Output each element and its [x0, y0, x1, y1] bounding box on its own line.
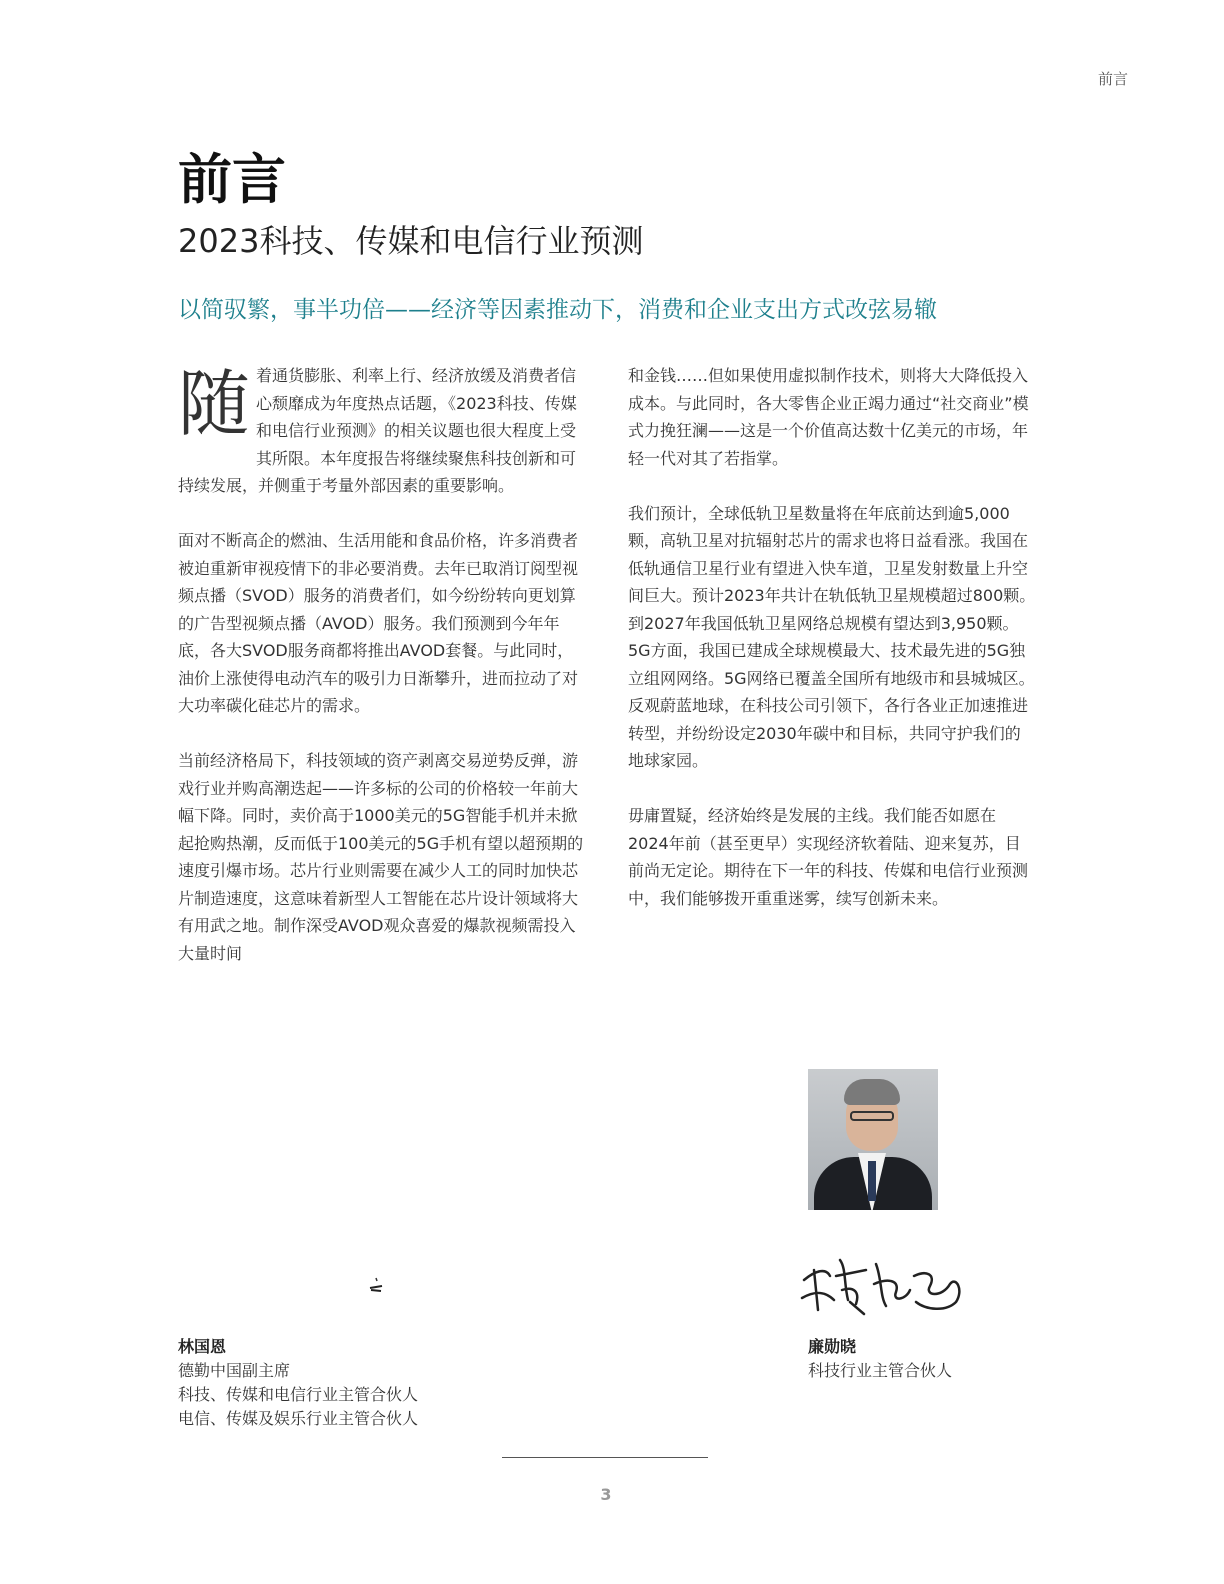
signatory-right-role-1: 科技行业主管合伙人	[808, 1361, 953, 1380]
signatory-left-role-1: 德勤中国副主席	[178, 1361, 291, 1380]
footer-divider	[502, 1457, 708, 1458]
drop-cap: 随	[178, 362, 251, 446]
signatory-left	[178, 1335, 418, 1431]
page-title: 前言	[178, 148, 286, 211]
paragraph-4: 和金钱……但如果使用虚拟制作技术，则将大大降低投入成本。与此同时，各大零售企业正竭力通过“社交商业”模式力挽狂澜——这是一个价值高达数十亿美元的市场，年轻一代对其了若指掌。	[628, 366, 1029, 468]
paragraph-2: 面对不断高企的燃油、生活用能和食品价格，许多消费者被迫重新审视疫情下的非必要消费。去年已取消订阅型视频点播（SVOD）服务的消费者们，如今纷纷转向更划算的广告型视频点播（AVOD）服务。我们预测到今年年底，各大SVOD服务商都将推出AVOD套餐。与此同时，油价上涨使得电动汽车的吸引力日渐攀升，进而拉动了对大功率碳化硅芯片的需求。	[178, 531, 579, 715]
signature-right	[796, 1240, 968, 1320]
paragraph-3: 当前经济格局下，科技领域的资产剥离交易逆势反弹，游戏行业并购高潮迭起——许多标的公司的价格较一年前大幅下降。同时，卖价高于1000美元的5G智能手机并未掀起抢购热潮，反而低于100美元的5G手机有望以超预期的速度引爆市场。芯片行业则需要在减少人工的同时加快芯片制造速度，这意味着新型人工智能在芯片设计领域将大有用武之地。制作深受AVOD观众喜爱的爆款视频需投入大量时间	[178, 751, 584, 963]
signatory-left-role-3: 电信、传媒及娱乐行业主管合伙人	[178, 1409, 419, 1428]
paragraph-6: 毋庸置疑，经济始终是发展的主线。我们能否如愿在2024年前（甚至更早）实现经济软着陆、迎来复苏，目前尚无定论。期待在下一年的科技、传媒和电信行业预测中，我们能够拨开重重迷雾，续写创新未来。	[628, 806, 1029, 908]
portrait-photo	[808, 1069, 938, 1210]
section-tagline: 以简驭繁，事半功倍——经济等因素推动下，消费和企业支出方式改弦易辙	[178, 297, 937, 323]
signatory-left-name: 林国恩	[178, 1337, 227, 1356]
signatory-right	[808, 1335, 952, 1383]
body-column-left	[178, 362, 586, 995]
page-subtitle: 2023科技、传媒和电信行业预测	[178, 222, 644, 260]
signatory-right-name: 廉勋晓	[808, 1337, 857, 1356]
signature-left	[368, 1276, 384, 1296]
paragraph-1	[178, 362, 586, 500]
paragraph-1-text: 着通货膨胀、利率上行、经济放缓及消费者信心颓靡成为年度热点话题，《2023科技、传媒和电信行业预测》的相关议题也很大程度上受其所限。本年度报告将继续聚焦科技创新和可持续发展，并侧重于考量外部因素的重要影响。	[178, 366, 577, 495]
page-number: 3	[600, 1485, 612, 1504]
paragraph-5: 我们预计，全球低轨卫星数量将在年底前达到逾5,000颗，高轨卫星对抗辐射芯片的需求也将日益看涨。我国在低轨通信卫星行业有望进入快车道，卫星发射数量上升空间巨大。预计2023年共计在轨低轨卫星规模超过800颗。到2027年我国低轨卫星网络总规模有望达到3,950颗。5G方面，我国已建成全球规模最大、技术最先进的5G独立组网网络。5G网络已覆盖全国所有地级市和县城城区。反观蔚蓝地球，在科技公司引领下，各行各业正加速推进转型，并纷纷设定2030年碳中和目标，共同守护我们的地球家园。	[628, 503, 1036, 770]
photo-hair	[844, 1079, 900, 1105]
signatory-left-role-2: 科技、传媒和电信行业主管合伙人	[178, 1385, 419, 1404]
photo-tie	[868, 1161, 876, 1201]
running-header: 前言	[1097, 70, 1128, 88]
body-column-right	[628, 362, 1036, 940]
photo-glasses	[850, 1111, 894, 1121]
